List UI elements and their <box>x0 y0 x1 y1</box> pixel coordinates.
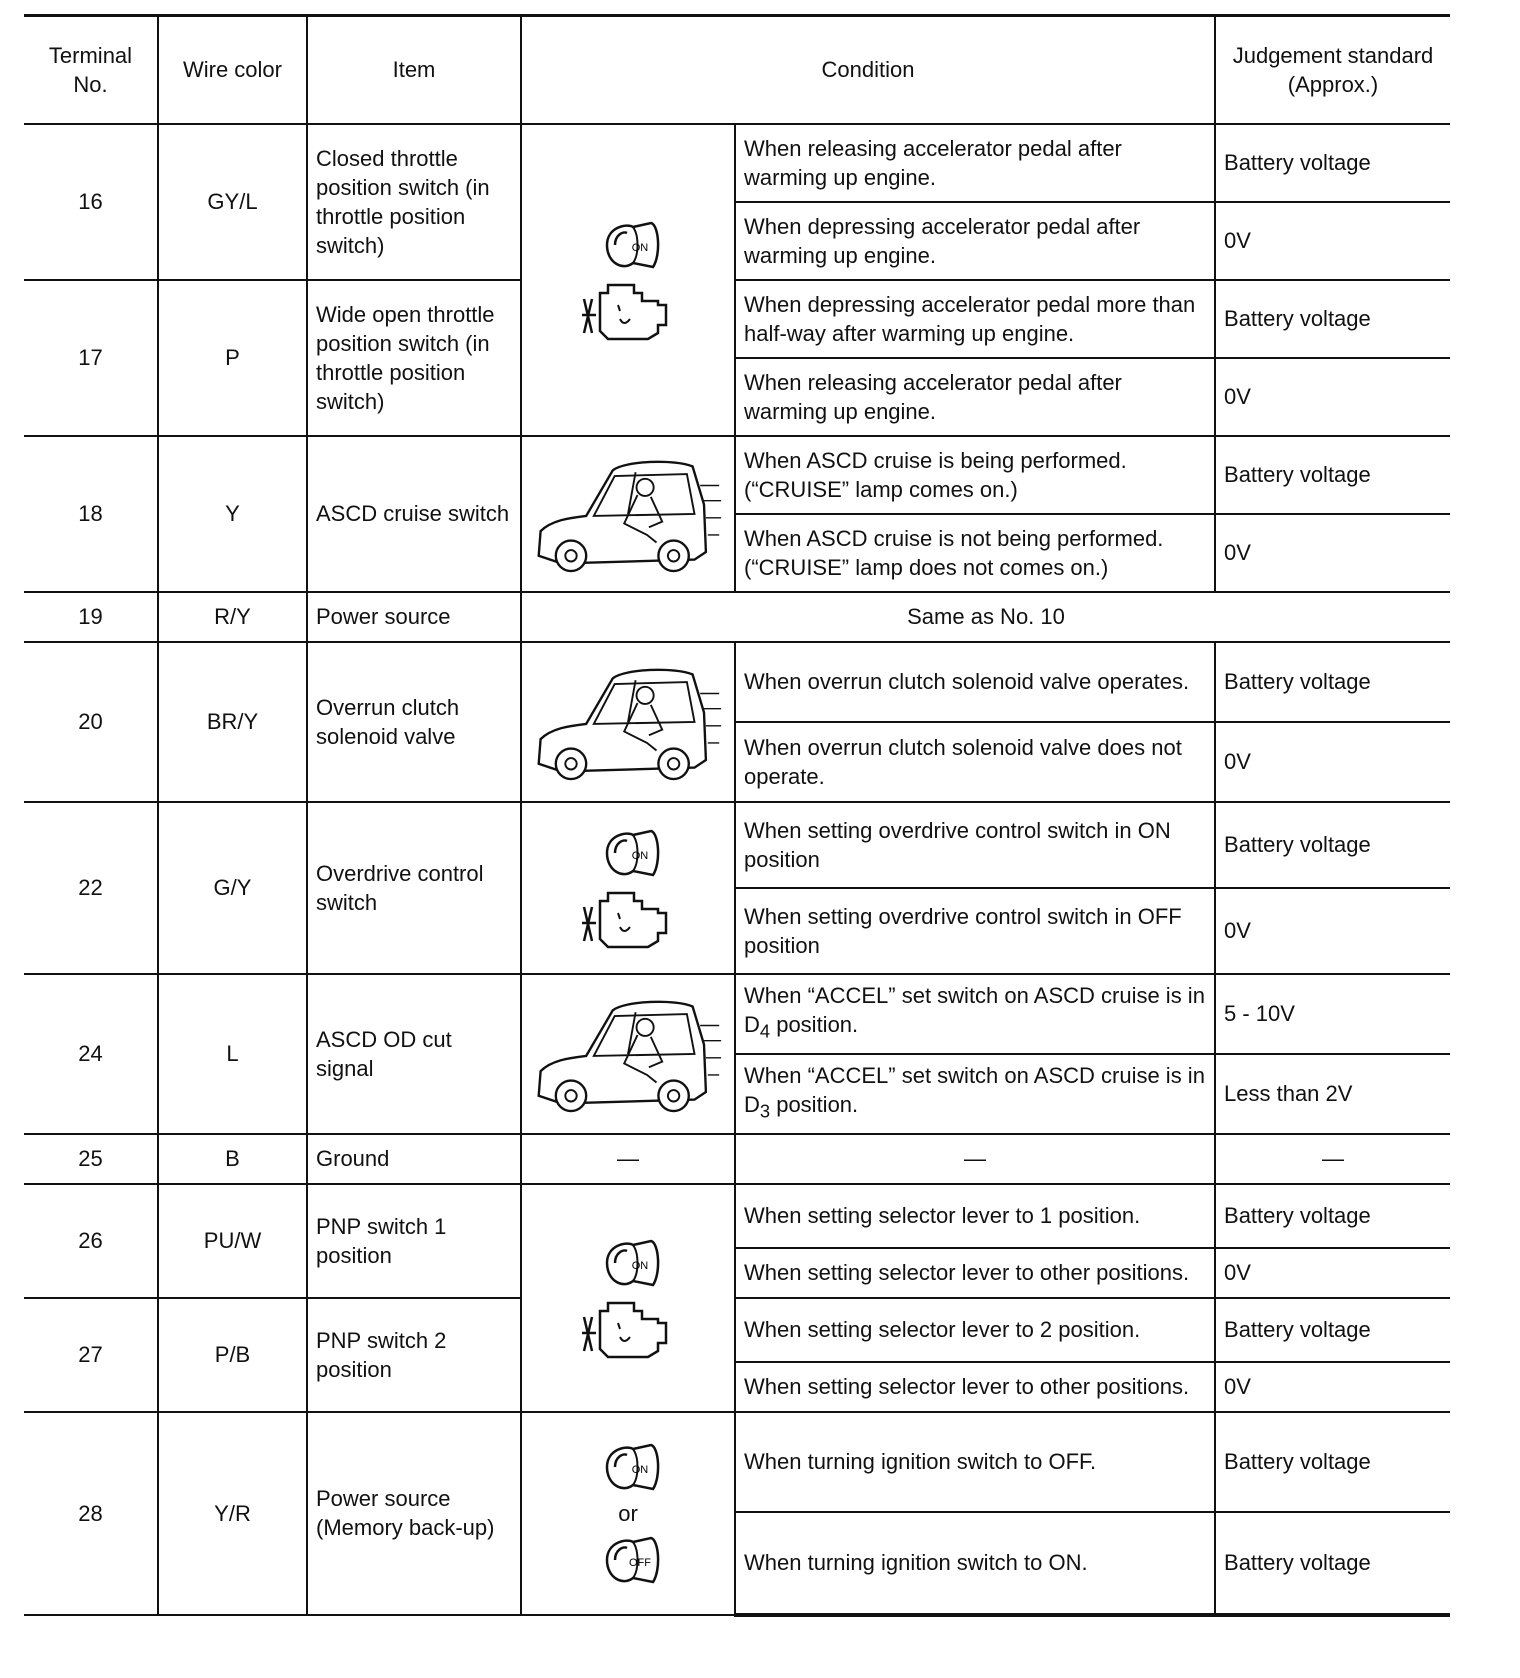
condition-picture-cell <box>521 1412 735 1615</box>
condition-text: When setting selector lever to other positions. <box>735 1362 1215 1412</box>
table-row <box>24 642 1450 722</box>
condition-text: When ASCD cruise is not being performed. (“CRUISE” lamp does not comes on.) <box>735 514 1215 592</box>
svg-text:ON: ON <box>631 849 649 862</box>
specification-table-sheet <box>24 14 1450 1617</box>
judgement-value: Battery voltage <box>1215 280 1450 358</box>
condition-picture-cell <box>521 124 735 436</box>
condition-text: When releasing accelerator pedal after warming up engine. <box>735 358 1215 436</box>
judgement-value: Battery voltage <box>1215 1298 1450 1362</box>
judgement-value: 0V <box>1215 1362 1450 1412</box>
wire-color-cell: P/B <box>158 1298 307 1412</box>
terminal-cell: 27 <box>24 1298 158 1412</box>
wire-color-cell: PU/W <box>158 1184 307 1298</box>
wire-color-cell: G/Y <box>158 802 307 974</box>
judgement-value: Battery voltage <box>1215 1512 1450 1615</box>
condition-text: When setting selector lever to 1 position. <box>735 1184 1215 1248</box>
car-driving-icon <box>533 985 723 1123</box>
terminal-cell: 17 <box>24 280 158 436</box>
judgement-value: Less than 2V <box>1215 1054 1450 1134</box>
judgement-value: Battery voltage <box>1215 642 1450 722</box>
condition-picture-cell <box>521 436 735 592</box>
ignition-key-on-icon <box>593 215 663 275</box>
table-row <box>24 592 1450 642</box>
table-row <box>24 802 1450 888</box>
ignition-key-on-icon <box>593 1437 663 1497</box>
terminal-cell: 19 <box>24 592 158 642</box>
wire-color-cell: Y <box>158 436 307 592</box>
terminal-cell: 28 <box>24 1412 158 1615</box>
condition-text: When setting overdrive control switch in OFF position <box>735 888 1215 974</box>
item-cell: ASCD OD cut signal <box>307 974 521 1134</box>
judgement-value: 5 - 10V <box>1215 974 1450 1054</box>
condition-picture-cell <box>521 802 735 974</box>
same-as-note: Same as No. 10 <box>521 592 1450 642</box>
item-cell: Power source (Memory back-up) <box>307 1412 521 1615</box>
judgement-value: 0V <box>1215 358 1450 436</box>
header-item: Item <box>307 16 521 124</box>
header-wire-color: Wire color <box>158 16 307 124</box>
table-row <box>24 1134 1450 1184</box>
condition-text: When depressing accelerator pedal more than half-way after warming up engine. <box>735 280 1215 358</box>
condition-text-part: position. <box>770 1092 859 1118</box>
judgement-value: 0V <box>1215 202 1450 280</box>
condition-text: When overrun clutch solenoid valve does not operate. <box>735 722 1215 802</box>
table-row <box>24 974 1450 1054</box>
condition-text-part: When “ACCEL” set switch on ASCD cruise is in D <box>744 1063 1205 1118</box>
judgement-value: Battery voltage <box>1215 124 1450 202</box>
condition-text: When overrun clutch solenoid valve operates. <box>735 642 1215 722</box>
engine-stopped-icon <box>578 1293 678 1363</box>
judgement-value: 0V <box>1215 514 1450 592</box>
wire-color-cell: P <box>158 280 307 436</box>
item-cell: Ground <box>307 1134 521 1184</box>
condition-text <box>735 1054 1215 1134</box>
ignition-key-off-icon <box>593 1530 663 1590</box>
condition-text: When setting selector lever to other positions. <box>735 1248 1215 1298</box>
gear-subscript: 4 <box>759 1020 771 1042</box>
svg-text:ON: ON <box>631 241 649 254</box>
wire-color-cell: GY/L <box>158 124 307 280</box>
judgement-value: Battery voltage <box>1215 1412 1450 1512</box>
gear-subscript: 3 <box>759 1100 771 1122</box>
item-cell: PNP switch 2 position <box>307 1298 521 1412</box>
wire-color-cell: BR/Y <box>158 642 307 802</box>
car-driving-icon <box>533 653 723 791</box>
car-driving-icon <box>533 445 723 583</box>
condition-text <box>735 974 1215 1054</box>
item-cell: Wide open throttle position switch (in throttle position switch) <box>307 280 521 436</box>
condition-text: When depressing accelerator pedal after warming up engine. <box>735 202 1215 280</box>
or-label: or <box>618 1500 638 1526</box>
condition-picture-cell <box>521 974 735 1134</box>
condition-text: — <box>735 1134 1215 1184</box>
header-condition: Condition <box>521 16 1215 124</box>
condition-text: When turning ignition switch to OFF. <box>735 1412 1215 1512</box>
terminal-cell: 25 <box>24 1134 158 1184</box>
table-row <box>24 1412 1450 1512</box>
engine-stopped-icon <box>578 883 678 953</box>
item-cell: ASCD cruise switch <box>307 436 521 592</box>
judgement-value: Battery voltage <box>1215 436 1450 514</box>
condition-text: When ASCD cruise is being performed. (“CRUISE” lamp comes on.) <box>735 436 1215 514</box>
condition-text-part: position. <box>770 1012 859 1038</box>
judgement-value: Battery voltage <box>1215 802 1450 888</box>
condition-text: When releasing accelerator pedal after warming up engine. <box>735 124 1215 202</box>
judgement-value: Battery voltage <box>1215 1184 1450 1248</box>
condition-picture-cell: — <box>521 1134 735 1184</box>
table-row <box>24 436 1450 514</box>
judgement-value: 0V <box>1215 888 1450 974</box>
table-row <box>24 280 1450 358</box>
terminal-cell: 18 <box>24 436 158 592</box>
condition-picture-cell <box>521 642 735 802</box>
svg-text:OFF: OFF <box>629 1556 651 1569</box>
terminal-cell: 20 <box>24 642 158 802</box>
condition-text: When turning ignition switch to ON. <box>735 1512 1215 1615</box>
judgement-value: — <box>1215 1134 1450 1184</box>
wire-color-cell: Y/R <box>158 1412 307 1615</box>
judgement-value: 0V <box>1215 722 1450 802</box>
ignition-key-on-icon <box>593 823 663 883</box>
svg-text:ON: ON <box>631 1463 649 1476</box>
table-row <box>24 124 1450 202</box>
item-cell: Overdrive control switch <box>307 802 521 974</box>
header-judgement: Judgement standard (Approx.) <box>1215 16 1450 124</box>
table-row <box>24 1184 1450 1248</box>
terminal-cell: 26 <box>24 1184 158 1298</box>
judgement-value: 0V <box>1215 1248 1450 1298</box>
engine-running-icon <box>578 275 678 345</box>
header-row <box>24 16 1450 124</box>
item-cell: PNP switch 1 position <box>307 1184 521 1298</box>
ignition-key-on-icon <box>593 1233 663 1293</box>
header-terminal: Terminal No. <box>24 16 158 124</box>
wire-color-cell: R/Y <box>158 592 307 642</box>
wire-color-cell: B <box>158 1134 307 1184</box>
terminal-cell: 16 <box>24 124 158 280</box>
item-cell: Overrun clutch solenoid valve <box>307 642 521 802</box>
table-row <box>24 1298 1450 1362</box>
condition-picture-cell <box>521 1184 735 1412</box>
terminal-cell: 24 <box>24 974 158 1134</box>
wire-color-cell: L <box>158 974 307 1134</box>
condition-text: When setting overdrive control switch in ON position <box>735 802 1215 888</box>
svg-text:ON: ON <box>631 1259 649 1272</box>
item-cell: Closed throttle position switch (in throttle position switch) <box>307 124 521 280</box>
condition-text: When setting selector lever to 2 position. <box>735 1298 1215 1362</box>
terminal-table <box>24 14 1450 1617</box>
condition-text-part: When “ACCEL” set switch on ASCD cruise is in D <box>744 983 1205 1038</box>
item-cell: Power source <box>307 592 521 642</box>
terminal-cell: 22 <box>24 802 158 974</box>
